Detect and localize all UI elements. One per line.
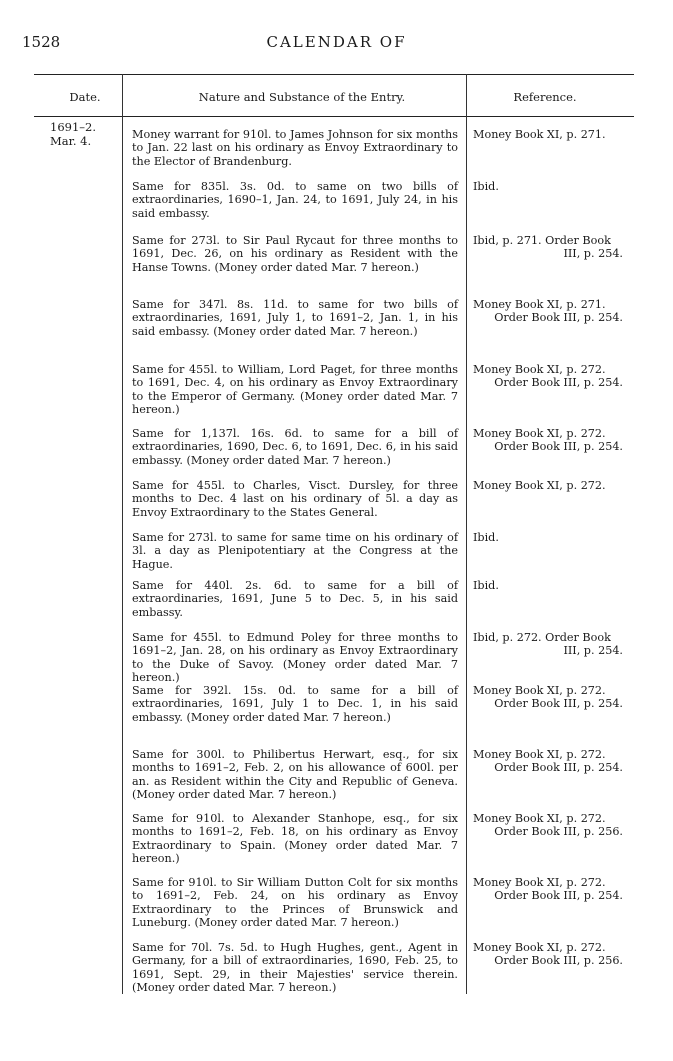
reference-line-1: Ibid.	[473, 531, 499, 544]
reference-line-1: Ibid, p. 272. Order Book	[473, 631, 611, 644]
entry-reference	[473, 234, 623, 261]
reference-line-2: Order Book III, p. 256.	[494, 825, 623, 839]
column-divider-left	[122, 74, 123, 994]
entry-text: Same for 910l. to Sir William Dutton Colt for six months to 1691–2, Feb. 24, on his ordinary as Envoy Extraordinary to the Princes of Brunswick and Luneburg. (Money order dated Mar. 7 hereon.)	[132, 876, 458, 929]
reference-line-2: III, p. 254.	[563, 644, 623, 658]
entry-text: Same for 455l. to Edmund Poley for three months to 1691–2, Jan. 28, on his ordinary as Envoy Extraordinary to the Duke of Savoy. (Money order dated Mar. 7 hereon.)	[132, 631, 458, 684]
entry-reference	[473, 180, 623, 193]
reference-line-1: Money Book XI, p. 271.	[473, 128, 606, 141]
entry-text: Same for 1,137l. 16s. 6d. to same for a bill of extraordinaries, 1690, Dec. 6, to 1691, Dec. 6, in his said embassy. (Money order dated Mar. 7 hereon.)	[132, 427, 458, 467]
reference-line-2: Order Book III, p. 254.	[494, 761, 623, 775]
column-divider-right	[466, 74, 467, 994]
reference-line-1: Money Book XI, p. 272.	[473, 479, 606, 492]
reference-line-1: Money Book XI, p. 272.	[473, 427, 606, 440]
reference-line-1: Money Book XI, p. 271.	[473, 298, 606, 311]
reference-line-1: Ibid.	[473, 579, 499, 592]
reference-line-2: Order Book III, p. 254.	[494, 440, 623, 454]
reference-line-1: Ibid.	[473, 180, 499, 193]
entry-text: Same for 455l. to William, Lord Paget, for three months to 1691, Dec. 4, on his ordinary as Envoy Extraordinary to the Emperor of Germany. (Money order dated Mar. 7 hereon.)	[132, 363, 458, 416]
entry-text: Same for 910l. to Alexander Stanhope, esq., for six months to 1691–2, Feb. 18, on his ordinary as Envoy Extraordinary to Spain. (Money order dated Mar. 7 hereon.)	[132, 812, 458, 865]
reference-line-1: Money Book XI, p. 272.	[473, 748, 606, 761]
reference-line-2: III, p. 254.	[563, 247, 623, 261]
reference-line-2: Order Book III, p. 256.	[494, 954, 623, 968]
reference-line-2: Order Book III, p. 254.	[494, 697, 623, 711]
date-year: 1691–2.	[50, 120, 96, 134]
nature-column-header: Nature and Substance of the Entry.	[198, 90, 406, 104]
date-column-header: Date.	[69, 90, 101, 104]
reference-line-1: Money Book XI, p. 272.	[473, 876, 606, 889]
column-header-row	[0, 80, 673, 116]
entry-text: Same for 273l. to Sir Paul Rycaut for three months to 1691, Dec. 26, on his ordinary as Resident with the Hanse Towns. (Money order dated Mar. 7 hereon.)	[132, 234, 458, 274]
reference-line-1: Money Book XI, p. 272.	[473, 941, 606, 954]
entry-text: Same for 347l. 8s. 11d. to same for two bills of extraordinaries, 1691, July 1, to 1691–2, Jan. 1, in his said embassy. (Money order dated Mar. 7 hereon.)	[132, 298, 458, 338]
entry-reference	[473, 812, 623, 839]
reference-line-1: Money Book XI, p. 272.	[473, 363, 606, 376]
header-bottom-rule	[34, 116, 634, 117]
date-day: Mar. 4.	[50, 134, 92, 148]
entry-text: Same for 70l. 7s. 5d. to Hugh Hughes, gent., Agent in Germany, for a bill of extraordinaries, 1690, Feb. 25, to 1691, Sept. 29, in their Majesties' service therein. (Money order dated Mar. 7 hereon.)	[132, 941, 458, 994]
page-number: 1528	[22, 33, 61, 51]
reference-line-2: Order Book III, p. 254.	[494, 376, 623, 390]
entry-text: Same for 440l. 2s. 6d. to same for a bill of extraordinaries, 1691, June 5 to Dec. 5, in his said embassy.	[132, 579, 458, 619]
reference-line-2: Order Book III, p. 254.	[494, 311, 623, 325]
reference-line-1: Ibid, p. 271. Order Book	[473, 234, 611, 247]
entry-reference	[473, 363, 623, 390]
entry-text: Money warrant for 910l. to James Johnson for six months to Jan. 22 last on his ordinary as Envoy Extraordinary to the Elector of Brandenburg.	[132, 128, 458, 168]
entry-reference	[473, 941, 623, 968]
reference-line-1: Money Book XI, p. 272.	[473, 812, 606, 825]
reference-line-1: Money Book XI, p. 272.	[473, 684, 606, 697]
entry-text: Same for 273l. to same for same time on his ordinary of 3l. a day as Plenipotentiary at the Congress at the Hague.	[132, 531, 458, 571]
entry-text: Same for 835l. 3s. 0d. to same on two bills of extraordinaries, 1690–1, Jan. 24, to 1691, July 24, in his said embassy.	[132, 180, 458, 220]
running-title: CALENDAR OF	[266, 33, 407, 51]
entry-text: Same for 300l. to Philibertus Herwart, esq., for six months to 1691–2, Feb. 2, on his allowance of 600l. per an. as Resident within the City and Republic of Geneva. (Money order dated Mar. 7 hereon.)	[132, 748, 458, 801]
entry-reference	[473, 748, 623, 775]
entry-reference	[473, 684, 623, 711]
entry-reference	[473, 876, 623, 903]
entry-reference	[473, 298, 623, 325]
entry-reference	[473, 427, 623, 454]
table-top-rule	[34, 74, 634, 75]
entry-reference	[473, 479, 623, 492]
entry-reference	[473, 631, 623, 658]
entry-reference	[473, 531, 623, 544]
entry-reference	[473, 128, 623, 141]
entry-text: Same for 392l. 15s. 0d. to same for a bill of extraordinaries, 1691, July 1 to Dec. 1, in his said embassy. (Money order dated Mar. 7 hereon.)	[132, 684, 458, 724]
reference-column-header: Reference.	[513, 90, 577, 104]
reference-line-2: Order Book III, p. 254.	[494, 889, 623, 903]
date-cell	[50, 120, 120, 148]
entry-text: Same for 455l. to Charles, Visct. Dursley, for three months to Dec. 4 last on his ordinary of 5l. a day as Envoy Extraordinary to the States General.	[132, 479, 458, 519]
entry-reference	[473, 579, 623, 592]
